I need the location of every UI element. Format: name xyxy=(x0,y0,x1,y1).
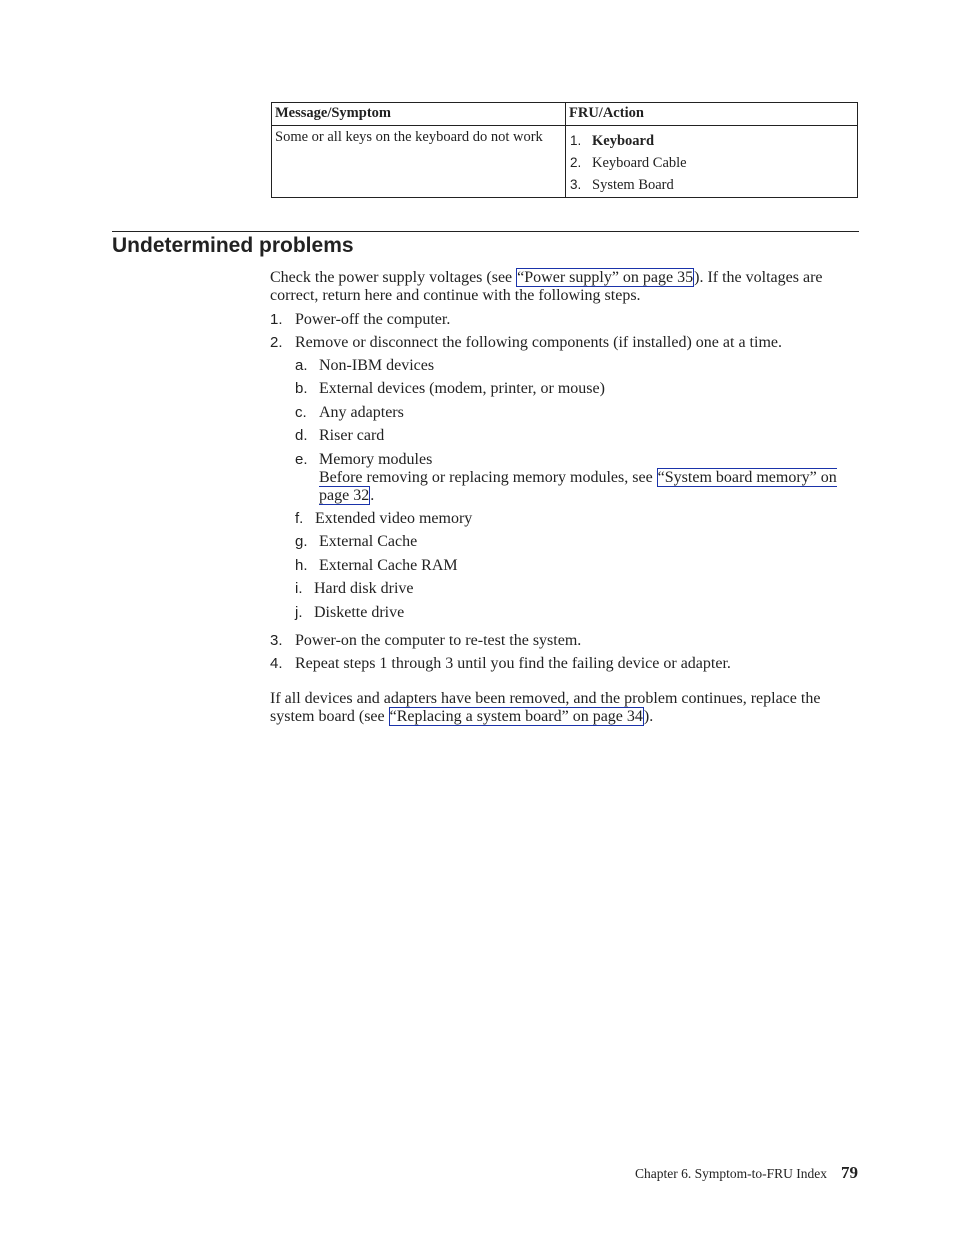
substep-text: Riser card xyxy=(319,427,385,445)
step-number: 1. xyxy=(270,311,283,328)
fru-action-label: System Board xyxy=(592,177,674,193)
memory-note xyxy=(319,469,860,505)
step-item xyxy=(270,334,860,627)
system-board-memory-link[interactable]: “System board memory” on page 32 xyxy=(319,468,837,504)
substep-item xyxy=(295,604,860,622)
power-supply-link[interactable]: “Power supply” on page 35 xyxy=(517,269,694,286)
substep-item xyxy=(295,580,860,598)
step-item xyxy=(270,632,860,650)
step-number: 2. xyxy=(270,334,283,351)
column-header-fru-action: FRU/Action xyxy=(566,103,858,126)
substep-text: External Cache RAM xyxy=(319,556,458,574)
substep-body xyxy=(319,451,860,505)
substep-item xyxy=(295,357,860,375)
substep-text: Non-IBM devices xyxy=(319,357,435,374)
fru-table xyxy=(271,102,858,198)
substep-text: Hard disk drive xyxy=(314,580,414,598)
fru-action-number: 2. xyxy=(570,155,582,170)
section-heading: Undetermined problems xyxy=(112,234,354,257)
substep-text: Any adapters xyxy=(319,403,404,421)
component-sublist xyxy=(295,357,860,622)
fru-action-item xyxy=(570,130,854,152)
intro-text-before: Check the power supply voltages (see xyxy=(270,269,517,286)
fru-action-cell xyxy=(566,126,858,198)
step-text: Repeat steps 1 through 3 until you find the failing device or adapter. xyxy=(295,654,731,672)
replacing-system-board-link[interactable]: “Replacing a system board” on page 34 xyxy=(389,708,643,725)
substep-letter: d. xyxy=(295,427,308,445)
substep-item xyxy=(295,404,860,422)
substep-letter: e. xyxy=(295,450,308,468)
substep-letter: f. xyxy=(295,509,304,527)
chapter-title: Chapter 6. Symptom-to-FRU Index xyxy=(635,1166,827,1181)
substep-item xyxy=(295,557,860,575)
fru-action-list xyxy=(570,130,854,196)
substep-item xyxy=(295,427,860,445)
step-item xyxy=(270,655,860,673)
table-header-row xyxy=(272,103,858,126)
substep-letter: a. xyxy=(295,357,308,374)
substep-text: External Cache xyxy=(319,533,418,551)
closing-text-before: If all devices and adapters have been removed, and the problem continues, replace the system board (see xyxy=(270,690,821,725)
step-text: Remove or disconnect the following components (if installed) one at a time. xyxy=(295,334,782,351)
symptom-cell: Some or all keys on the keyboard do not work xyxy=(272,126,566,198)
step-number: 4. xyxy=(270,654,283,672)
step-item xyxy=(270,311,860,329)
fru-action-item xyxy=(570,152,854,174)
fru-action-number: 1. xyxy=(570,133,582,148)
page-number: 79 xyxy=(841,1163,858,1182)
substep-item xyxy=(295,451,860,505)
fru-action-label: Keyboard Cable xyxy=(592,155,687,171)
closing-text-after: ). xyxy=(643,708,654,725)
memory-note-end: . xyxy=(370,486,375,504)
substep-text: External devices (modem, printer, or mouse) xyxy=(319,380,605,398)
closing-paragraph xyxy=(270,690,860,726)
fru-action-label: Keyboard xyxy=(592,133,655,149)
step-body xyxy=(295,334,860,627)
substep-letter: j. xyxy=(295,603,303,621)
page-footer xyxy=(635,1163,858,1184)
column-header-symptom: Message/Symptom xyxy=(272,103,566,126)
intro-paragraph xyxy=(270,269,860,305)
step-number: 3. xyxy=(270,631,283,649)
step-text: Power-on the computer to re-test the system. xyxy=(295,631,582,649)
substep-letter: h. xyxy=(295,556,308,574)
substep-item xyxy=(295,380,860,398)
step-text: Power-off the computer. xyxy=(295,311,451,328)
table-row xyxy=(272,126,858,198)
fru-action-item xyxy=(570,174,854,196)
substep-item xyxy=(295,510,860,528)
substep-letter: b. xyxy=(295,380,308,398)
substep-letter: g. xyxy=(295,533,308,551)
substep-letter: c. xyxy=(295,403,307,421)
substep-text: Extended video memory xyxy=(315,509,473,527)
memory-note-text: Before removing or replacing memory modules, see xyxy=(319,468,657,486)
substep-text: Diskette drive xyxy=(314,603,405,621)
procedure-steps xyxy=(270,311,860,678)
substep-text: Memory modules xyxy=(319,450,433,468)
fru-action-number: 3. xyxy=(570,177,582,192)
substep-letter: i. xyxy=(295,580,303,598)
intro-text-after: ). If the voltages are correct, return here and continue with the following steps. xyxy=(270,269,823,304)
substep-item xyxy=(295,533,860,551)
